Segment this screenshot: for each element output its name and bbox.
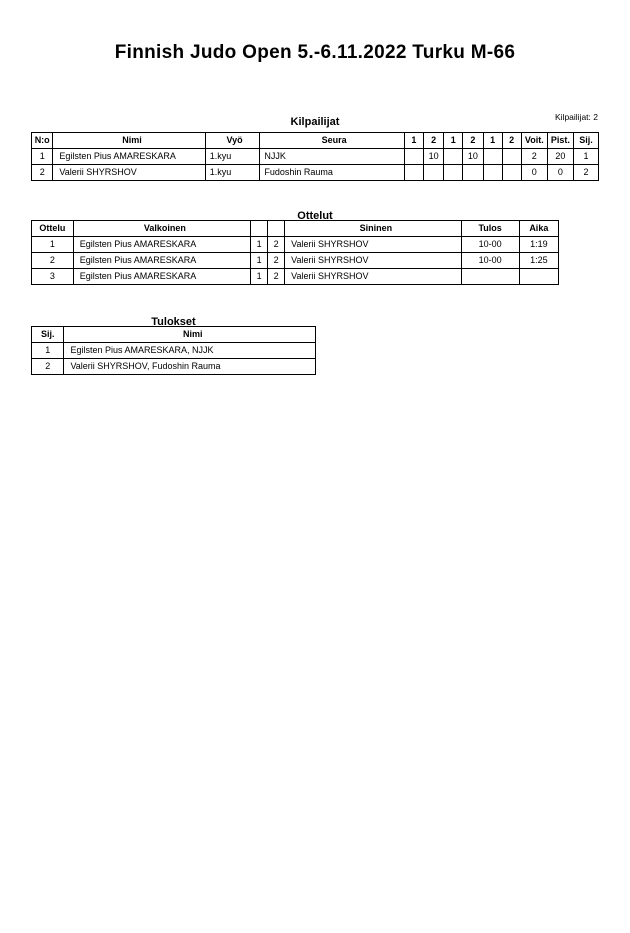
cell-points: 0: [547, 165, 573, 181]
cell-p2: [423, 165, 443, 181]
cell-result-rank: 1: [32, 343, 64, 359]
cell-p4: [463, 165, 483, 181]
page-title: Finnish Judo Open 5.-6.11.2022 Turku M-66: [114, 42, 516, 63]
cell-white: Egilsten Pius AMARESKARA: [73, 237, 250, 253]
col-p5: 1: [483, 133, 502, 149]
col-match-number: Ottelu: [32, 221, 74, 237]
document-page: [0, 42, 630, 933]
cell-result: [461, 269, 519, 285]
cell-blue-number: 2: [268, 253, 285, 269]
cell-club: Fudoshin Rauma: [260, 165, 405, 181]
results-table: [31, 326, 316, 375]
col-p6: 2: [502, 133, 521, 149]
cell-match-number: 1: [32, 237, 74, 253]
competitors-heading: Kilpailijat: [290, 116, 340, 128]
col-club: Seura: [260, 133, 405, 149]
cell-belt: 1.kyu: [205, 165, 260, 181]
table-header-row: [32, 221, 559, 237]
col-result-rank: Sij.: [32, 327, 64, 343]
competitors-table: [31, 132, 599, 181]
cell-name: Egilsten Pius AMARESKARA: [53, 149, 205, 165]
table-row: [32, 237, 559, 253]
cell-number: 1: [32, 149, 53, 165]
cell-white: Egilsten Pius AMARESKARA: [73, 269, 250, 285]
cell-match-number: 2: [32, 253, 74, 269]
col-result-name: Nimi: [64, 327, 316, 343]
cell-time: 1:19: [519, 237, 558, 253]
col-rank: Sij.: [574, 133, 599, 149]
cell-result: 10-00: [461, 237, 519, 253]
cell-blue: Valerii SHYRSHOV: [285, 253, 461, 269]
cell-white-number: 1: [251, 253, 268, 269]
cell-blue: Valerii SHYRSHOV: [285, 237, 461, 253]
results-section-heading-wrap: [31, 306, 316, 328]
cell-wins: 2: [521, 149, 547, 165]
col-blue: Sininen: [285, 221, 461, 237]
cell-white: Egilsten Pius AMARESKARA: [73, 253, 250, 269]
col-name: Nimi: [53, 133, 205, 149]
cell-white-number: 1: [251, 269, 268, 285]
competitors-count: Kilpailijat: 2: [555, 112, 598, 122]
col-white: Valkoinen: [73, 221, 250, 237]
cell-p3: [444, 165, 463, 181]
table-row: [32, 253, 559, 269]
competitors-section-heading-wrap: [0, 106, 630, 128]
col-number: N:o: [32, 133, 53, 149]
cell-p4: 10: [463, 149, 483, 165]
col-white-number: [251, 221, 268, 237]
cell-blue-number: 2: [268, 269, 285, 285]
cell-time: 1:25: [519, 253, 558, 269]
cell-result-name: Valerii SHYRSHOV, Fudoshin Rauma: [64, 359, 316, 375]
results-heading: Tulokset: [151, 316, 196, 328]
table-row: [32, 165, 599, 181]
col-belt: Vyö: [205, 133, 260, 149]
cell-p6: [502, 149, 521, 165]
cell-match-number: 3: [32, 269, 74, 285]
cell-rank: 2: [574, 165, 599, 181]
cell-p1: [404, 149, 423, 165]
cell-p5: [483, 149, 502, 165]
cell-number: 2: [32, 165, 53, 181]
col-time: Aika: [519, 221, 558, 237]
cell-p6: [502, 165, 521, 181]
col-blue-number: [268, 221, 285, 237]
cell-wins: 0: [521, 165, 547, 181]
cell-rank: 1: [574, 149, 599, 165]
table-header-row: [32, 133, 599, 149]
matches-section-heading-wrap: [0, 200, 630, 222]
matches-table: [31, 220, 559, 285]
col-p1: 1: [404, 133, 423, 149]
table-row: [32, 269, 559, 285]
cell-p1: [404, 165, 423, 181]
cell-points: 20: [547, 149, 573, 165]
table-row: [32, 149, 599, 165]
cell-belt: 1.kyu: [205, 149, 260, 165]
cell-time: [519, 269, 558, 285]
cell-blue: Valerii SHYRSHOV: [285, 269, 461, 285]
cell-club: NJJK: [260, 149, 405, 165]
col-p3: 1: [444, 133, 463, 149]
cell-p2: 10: [423, 149, 443, 165]
cell-result-rank: 2: [32, 359, 64, 375]
cell-result-name: Egilsten Pius AMARESKARA, NJJK: [64, 343, 316, 359]
col-p2: 2: [423, 133, 443, 149]
col-result: Tulos: [461, 221, 519, 237]
matches-heading: Ottelut: [297, 210, 333, 222]
cell-name: Valerii SHYRSHOV: [53, 165, 205, 181]
cell-p5: [483, 165, 502, 181]
cell-result: 10-00: [461, 253, 519, 269]
col-wins: Voit.: [521, 133, 547, 149]
cell-white-number: 1: [251, 237, 268, 253]
cell-blue-number: 2: [268, 237, 285, 253]
cell-p3: [444, 149, 463, 165]
col-points: Pist.: [547, 133, 573, 149]
table-header-row: [32, 327, 316, 343]
col-p4: 2: [463, 133, 483, 149]
table-row: [32, 359, 316, 375]
table-row: [32, 343, 316, 359]
